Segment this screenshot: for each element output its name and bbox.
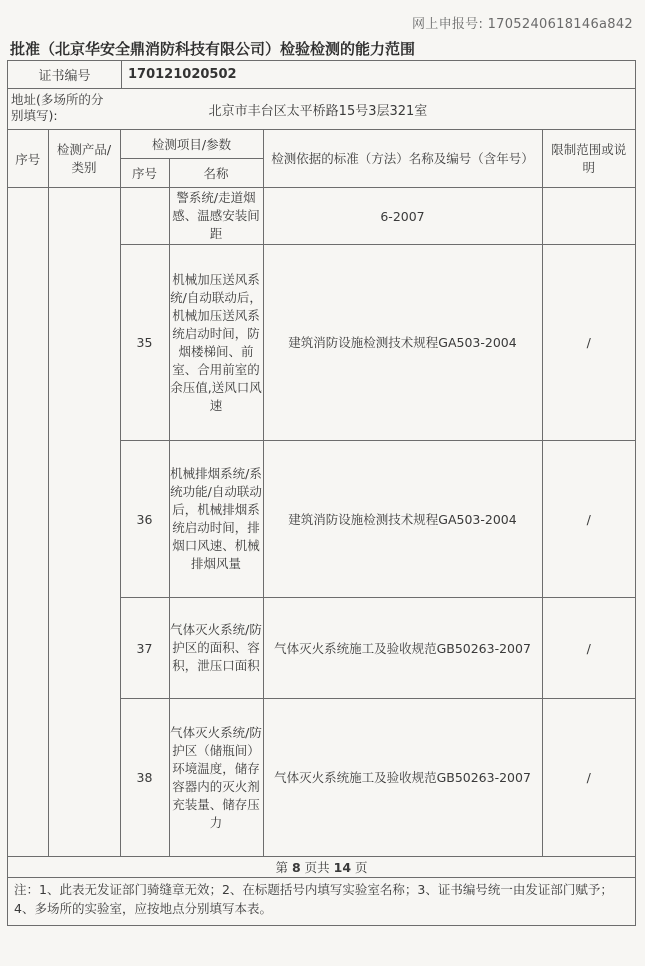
capability-table <box>8 130 635 878</box>
limit-cell: / <box>542 441 635 598</box>
page-indicator <box>8 857 635 878</box>
header-standard: 检测依据的标准（方法）名称及编号（含年号） <box>263 130 542 188</box>
item-seq-cell: 37 <box>120 598 169 699</box>
limit-cell: / <box>542 699 635 857</box>
limit-cell: / <box>542 245 635 441</box>
certificate-label: 证书编号 <box>8 61 122 88</box>
item-seq-cell: 38 <box>120 699 169 857</box>
table-row <box>8 188 635 245</box>
standard-cell: 6-2007 <box>263 188 542 245</box>
page-current: 8 <box>291 860 301 875</box>
item-name-cell: 气体灭火系统/防护区（储瓶间）环境温度，储存容器内的灭火剂充装量、储存压力 <box>169 699 263 857</box>
item-name-cell: 气体灭火系统/防护区的面积、容积，泄压口面积 <box>169 598 263 699</box>
item-seq-cell: 35 <box>120 245 169 441</box>
address-row <box>8 89 635 130</box>
online-report-number: 网上申报号: 1705240618146a842 <box>411 17 633 32</box>
certificate-number: 170121020502 <box>128 67 237 82</box>
product-cell <box>48 188 120 857</box>
page-indicator-row <box>8 857 635 878</box>
page-mid: 页共 <box>304 860 330 875</box>
item-name-cell: 机械排烟系统/系统功能/自动联动后，机械排烟系统启动时间，排烟口风速、机械排烟风量 <box>169 441 263 598</box>
footnotes: 注：1、此表无发证部门骑缝章无效；2、在标题括号内填写实验室名称；3、证书编号统一由发证部门赋予；4、多场所的实验室，应按地点分别填写本表。 <box>14 882 613 916</box>
limit-cell: / <box>542 598 635 699</box>
document-title: 批准（北京华安全鼎消防科技有限公司）检验检测的能力范围 <box>10 40 416 58</box>
header-product: 检测产品/类别 <box>48 130 120 188</box>
limit-cell <box>542 188 635 245</box>
table-header-row <box>8 130 635 159</box>
address-value: 北京市丰台区太平桥路15号3层321室 <box>208 103 428 119</box>
address-label: 地址(多场所的分别填写): <box>11 92 104 123</box>
header-item-group: 检测项目/参数 <box>120 130 263 159</box>
item-seq-cell: 36 <box>120 441 169 598</box>
header-item-seq: 序号 <box>120 159 169 188</box>
page-suffix: 页 <box>355 860 368 875</box>
scope-table-frame <box>7 60 636 926</box>
standard-cell: 建筑消防设施检测技术规程GA503-2004 <box>263 441 542 598</box>
header-seq: 序号 <box>8 130 48 188</box>
standard-cell: 建筑消防设施检测技术规程GA503-2004 <box>263 245 542 441</box>
page-prefix: 第 <box>275 860 288 875</box>
seq-cell <box>8 188 48 857</box>
item-seq-cell <box>120 188 169 245</box>
certificate-row <box>8 61 635 89</box>
header-limit: 限制范围或说明 <box>542 130 635 188</box>
item-name-cell: 警系统/走道烟感、温感安装间距 <box>169 188 263 245</box>
standard-cell: 气体灭火系统施工及验收规范GB50263-2007 <box>263 598 542 699</box>
item-name-cell: 机械加压送风系统/自动联动后，机械加压送风系统启动时间，防烟楼梯间、前室、合用前室的余压值,送风口风速 <box>169 245 263 441</box>
standard-cell: 气体灭火系统施工及验收规范GB50263-2007 <box>263 699 542 857</box>
header-item-name: 名称 <box>169 159 263 188</box>
page-total: 14 <box>333 860 352 875</box>
